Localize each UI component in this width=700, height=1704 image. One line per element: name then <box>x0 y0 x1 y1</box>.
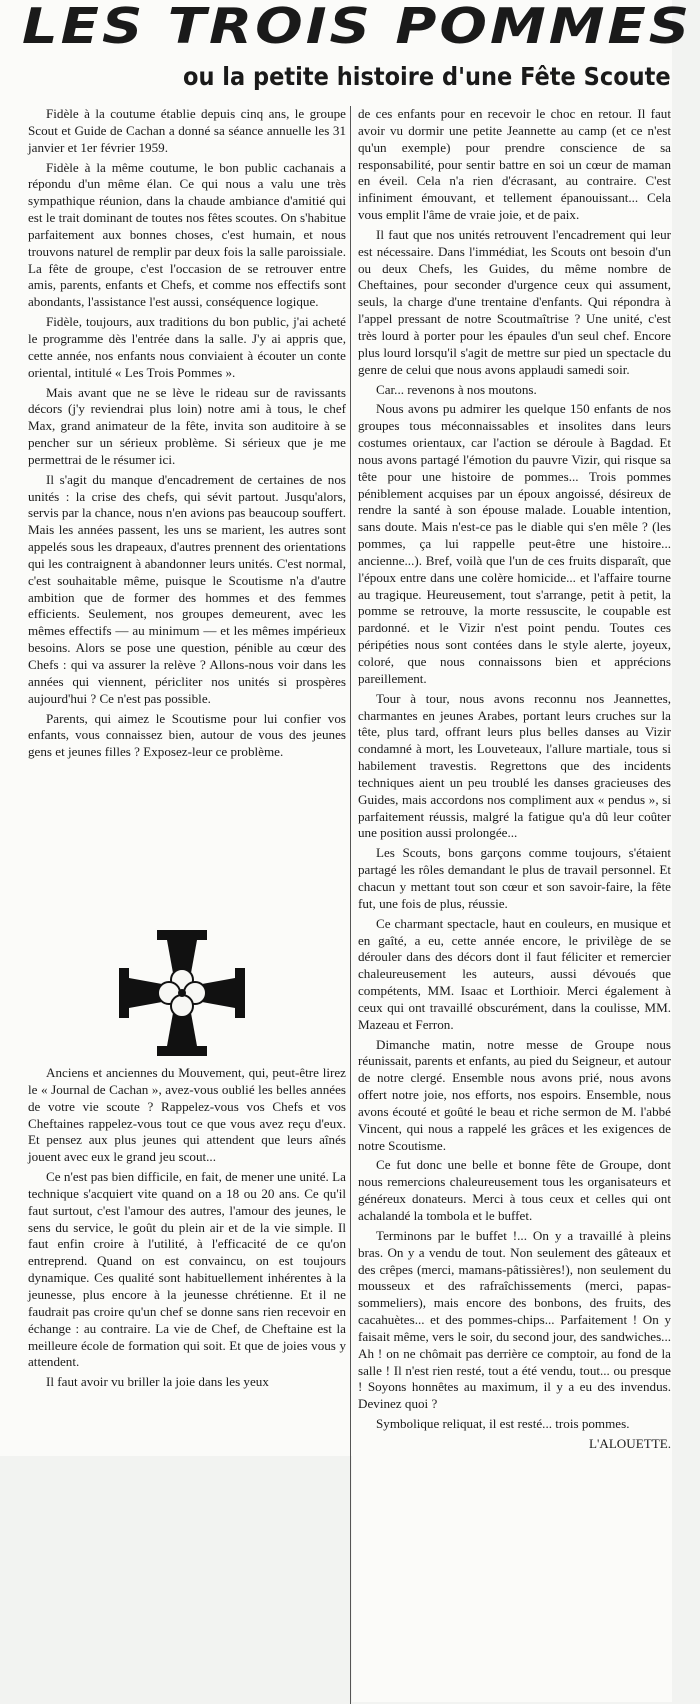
left-column-continued <box>28 1065 346 1394</box>
left-column <box>28 106 346 764</box>
paragraph: Il faut que nos unités retrouvent l'encadrement qui leur est nécessaire. Dans l'immédiat, les Scouts ont besoin d'un ou deux Chefs, les Guides, du même nombre de Cheftaines, pour seconder d'urgence ceux qui assument, seuls, la charge d'une trentaine d'enfants. Qui répondra à l'appel pressant de notre Scoutmaîtrise ? Une unité, c'est très lourd à porter pour les épaules d'un seul chef. Encore plus lourd lorsqu'il s'agit de mettre sur pied un spectacle du genre de celui que nous avons applaudi samedi soir. <box>358 226 671 377</box>
paragraph: Nous avons pu admirer les quelque 150 enfants de nos groupes tous méconnaissables et insolites dans leurs costumes orientaux, car l'action se déroule à Bagdad. Et nous avons partagé l'émotion du pauvre Vizir, qui risque sa tête pour une histoire de pommes... Trois pommes péniblement acquises par un époux angoissé, désireux de rendre la santé à son épouse malade. Louable intention, sans doute. Mais n'est-ce pas le diable qui s'en mêle ? (les pommes, ça lui rappelle peut-être une histoire... ancienne...). Bref, voilà que l'un de ces fruits disparaît, que l'époux entre dans une colère homicide... et l'affaire tourne au tragique. Heureusement, tout s'arrange, petit à petit, la pomme se retrouve, la morte ressuscite, le coupable est pardonné. et le Vizir n'est point pendu. Toutes ces péripéties nous sont contées dans le style alerte, joyeux, coloré, que nous connaissons bien et apprécions pareillement. <box>358 401 671 686</box>
paragraph: Anciens et anciennes du Mouvement, qui, peut-être lirez le « Journal de Cachan », avez-vous oublié les belles années de votre vie scoute ? Rappelez-vous vos Chefs et vos Cheftaines rappelez-vous tout ce que vous avez reçu d'eux. Et pensez aux plus jeunes qui attendent que leurs aînés jouent avec eux le grand jeu scout... <box>28 1065 346 1165</box>
paragraph: de ces enfants pour en recevoir le choc en retour. Il faut avoir vu dormir une petite Jeannette au camp (et ce n'est qu'un exemple) pour prendre conscience de sa responsabilité, pour sentir battre en soi un cœur de maman en éveil. Cela n'a rien d'écrasant, au contraire. C'est infiniment émouvant, et tellement épanouissant... Cela vous emplit l'âme de vraie joie, et de paix. <box>358 106 671 223</box>
column-divider <box>350 106 351 1704</box>
paragraph: Car... revenons à nos moutons. <box>376 381 537 397</box>
paragraph: Ce charmant spectacle, haut en couleurs, en musique et en gaîté, a eu, cette année encore, le privilège de se dérouler dans des décors dont il faut féliciter et remercier chaleureusement les auteurs, aussi dévoués que compétents, MM. Isaac et Lorthioir. Merci également à ceux qui ont travaillé obscurément, dans la coulisse, MM. Mazeau et Ferron. <box>358 915 671 1032</box>
paragraph: Fidèle à la coutume établie depuis cinq ans, le groupe Scout et Guide de Cachan a donné sa séance annuelle les 31 janvier et 1er février 1959. <box>28 106 346 155</box>
paragraph: Terminons par le buffet !... On y a travaillé à pleins bras. On y a vendu de tout. Non seulement des gâteaux et des crêpes (merci, mamans-pâtissières!), non seulement du mousseux et des rafraîchissements (merci, papas-sommeliers), mais encore des bonbons, des fruits, des cacahuètes... et des pommes-chips... Parfaitement ! On y faisait même, vers le soir, du second jour, des sandwiches... Ah ! on ne chômait pas derrière ce comptoir, au fond de la salle ! Il n'est rien resté, tout a été vendu, tout... ou presque ! Soyons honnêtes au maximum, il y a eu des invendus. Devinez quoi ? <box>358 1227 671 1412</box>
signature-line <box>358 1436 671 1453</box>
paragraph: Fidèle à la même coutume, le bon public cachanais a répondu d'un même élan. Ce qui nous a valu une très sympathique réunion, dans la chaude ambiance d'amitié qui est le trait dominant de toutes nos fêtes scoutes. On s'habitue parfaitement aux bonnes choses, c'est humain, et nous trouvons naturel de remplir par deux fois la salle paroissiale. La fête de groupe, c'est l'occasion de se retrouver entre amis, parents, enfants et Chefs, et comme nos effectifs sont abondants, l'assistance l'est aussi, conséquence logique. <box>28 159 346 310</box>
paragraph: Ce fut donc une belle et bonne fête de Groupe, dont nous remercions chaleureusement tous les organisateurs et généreux donateurs. Merci à tous ceux et celles qui ont achalandé la tombola et le buffet. <box>358 1157 671 1223</box>
paragraph: Dimanche matin, notre messe de Groupe nous réunissait, parents et enfants, au pied du Seigneur, et autour de notre clergé. Ensemble nous avons prié, nous avons offert notre joie, nos efforts, nos espoirs. Ensemble, nous avons écouté et goûté le beau et riche sermon de M. l'abbé Vincent, qui nous a rappelé les grâces et les exigences de notre Scoutisme. <box>358 1036 671 1153</box>
article-subtitle: ou la petite histoire d'une Fête Scoute <box>183 62 671 91</box>
paragraph: Fidèle, toujours, aux traditions du bon public, j'ai acheté le programme dès l'entrée dans la salle. J'y ai appris que, cette année, nos enfants nous conviaient à écouter un conte oriental, intitulé « Les Trois Pommes ». <box>28 314 346 380</box>
clipping-tail <box>352 1456 672 1702</box>
paragraph: Tour à tour, nous avons reconnu nos Jeannettes, charmantes en jeunes Arabes, portant leurs cruches sur la tête, plus tard, offrant leurs plus belles danses au Vizir condamné à mort, les Louveteaux, l'allure martiale, tous si habilement travestis. Regrettons que des incidents techniques aient un peu troublé les danses gracieuses des Guides, mais accordons nos compliment aux « pendus », si parfaitement réussis, malgré la fatigue qu'a dû leur coûter une position aussi prolongée... <box>358 690 671 841</box>
closing-line: Symbolique reliquat, il est resté... trois pommes. <box>376 1416 630 1432</box>
paragraph: Il faut avoir vu briller la joie dans les yeux <box>46 1374 269 1390</box>
article-title: LES TROIS POMMES <box>22 0 693 56</box>
signature: L'ALOUETTE. <box>589 1435 671 1451</box>
paragraph: Parents, qui aimez le Scoutisme pour lui confier vos enfants, vous connaissez bien, autour de vous des jeunes gens et jeunes filles ? Exposez-leur ce problème. <box>28 710 346 760</box>
paragraph: Il s'agit du manque d'encadrement de certaines de nos unités : la crise des chefs, qui sévit partout. Jusqu'alors, servis par la chance, nous n'en avions pas beaucoup souffert. Mais les années passent, les uns se marient, les autres sont appelés sous les drapeaux, d'autres prennent des orientations qui les contraignent à abandonner leurs unités. C'est normal, c'est souhaitable même, puisque le Scoutisme n'a d'autre ambition que de former des hommes et des femmes efficients. Seulement, nos groupes demeurent, avec les mêmes effectifs — au minimum — et les mêmes impérieux besoins. Alors se pose une question, pénible au cœur des Chefs : qui va assurer la relève ? Allons-nous voir dans les années qui viennent, péricliter nos unités si prospères aujourd'hui ? Ce n'est pas possible. <box>28 471 346 706</box>
paragraph: Mais avant que ne se lève le rideau sur de ravissants décors (j'y reviendrai plus loin) notre ami à tous, le chef Max, grand animateur de la fête, invita son auditoire à se pencher sur un sérieux problème. Si sérieux que je me permettrai de le résumer ici. <box>28 384 346 467</box>
right-column <box>358 106 671 1456</box>
scout-cross-clover-icon <box>117 928 247 1058</box>
paragraph: Les Scouts, bons garçons comme toujours, s'étaient partagé les rôles demandant le plus de travail personnel. Et chacun y mettant tout son cœur et son savoir-faire, la fête fut, une fois de plus, réussie. <box>358 845 671 911</box>
paragraph: Ce n'est pas bien difficile, en fait, de mener une unité. La technique s'acquiert vite quand on a 18 ou 20 ans. Ce qu'il faut surtout, c'est l'amour des autres, l'amour des jeunes, le sens du service, le goût du plein air et de la vie simple. Il faut enfin croire à l'utilité, à l'efficacité de ce qu'on entreprend. Quand on est convaincu, on est toujours dynamique. Ces qualité sont habituellement inhérentes à la jeunesse, plus encore à la jeunesse chrétienne. Et il ne faudrait pas croire qu'un chef se donne sans rien recevoir en échange : au contraire. La vie de Chef, de Cheftaine est la meilleure école de formation qui soit. Et que de joies vous y attendent. <box>28 1169 346 1370</box>
